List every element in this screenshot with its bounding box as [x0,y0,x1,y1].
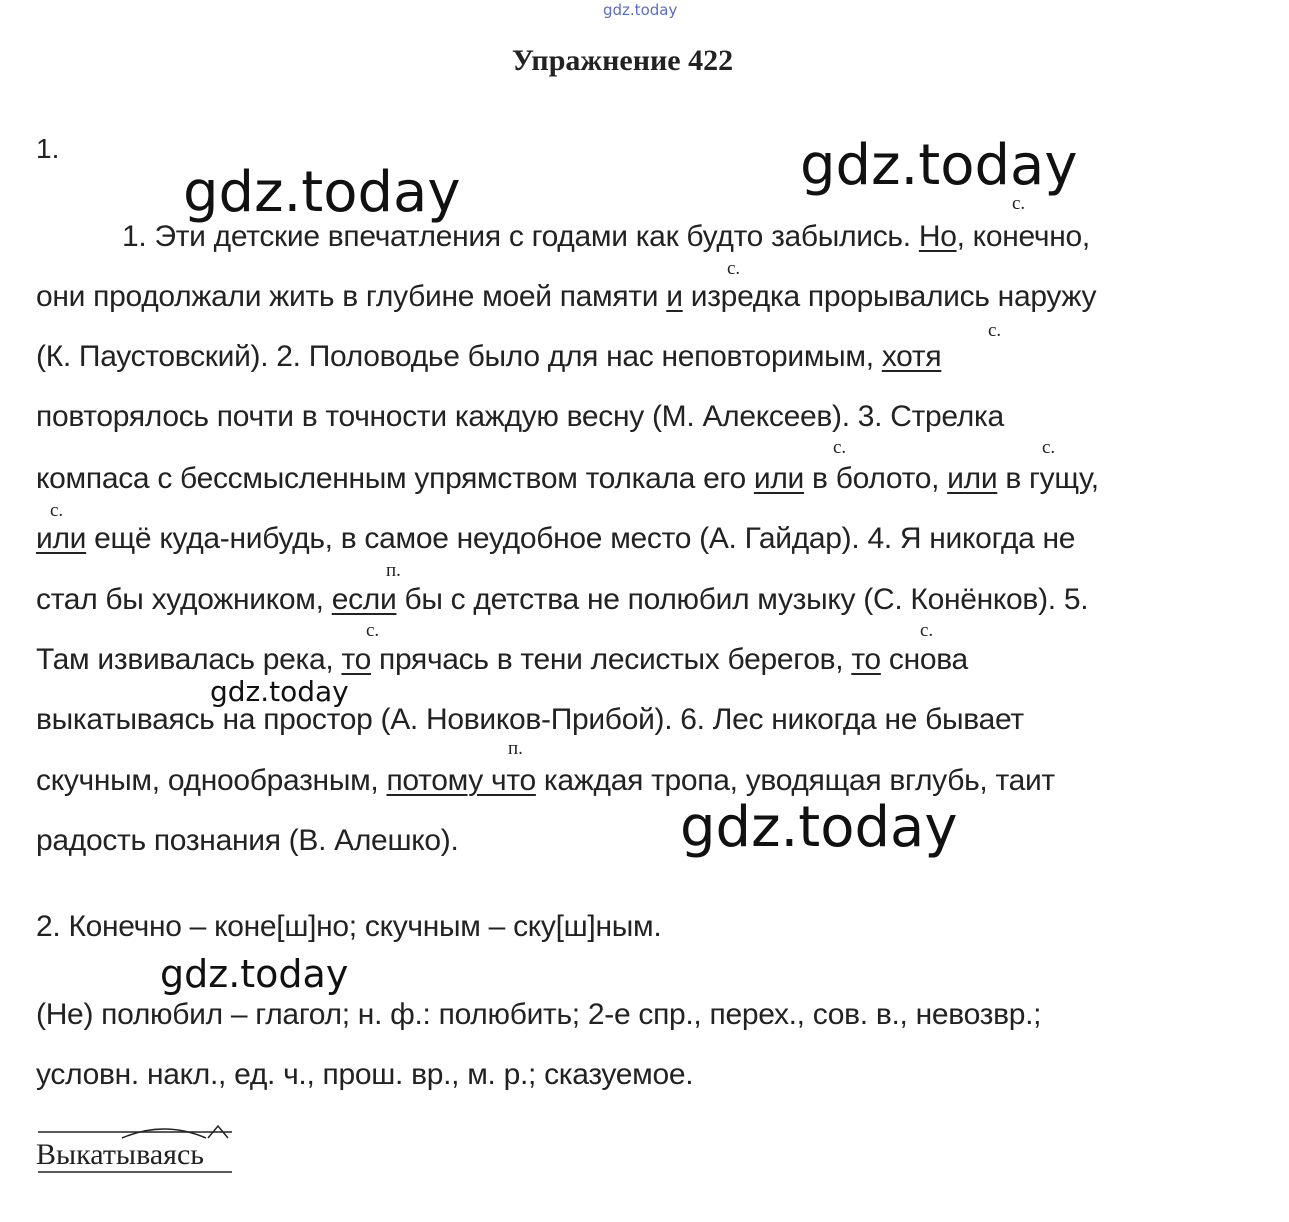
watermark: gdz.today [210,675,349,708]
text-segment: изредка прорывались наружу [682,280,1097,313]
conjunction-mark: с. [50,500,64,521]
text-segment: в гущу, [997,462,1099,495]
text-segment: ещё куда-нибудь, в самое неудобное место (А. Гайдар). 4. Я никогда не [86,522,1076,555]
text-line [36,522,1075,556]
morpheme-marks [36,1124,246,1184]
conjunction-mark: с. [988,320,1002,341]
text-segment: 1. Эти детские впечатления с годами как будто забылись. [122,220,919,253]
watermark: gdz.today [160,952,349,996]
text-line [36,643,968,677]
text-segment: скучным, однообразным, [36,764,387,797]
text-segment: в болото, [804,462,948,495]
text-line: условн. накл., ед. ч., прош. вр., м. р.; сказуемое. [36,1058,694,1091]
text-segment: (К. Паустовский). 2. Половодье было для нас неповторимым, [36,340,882,373]
conjunction-mark: с. [920,620,934,641]
conjunction: хотя [881,340,942,373]
text-segment: каждая тропа, уводящая вглубь, таит [535,764,1055,797]
conjunction-mark: с. [1012,193,1026,214]
text-line: радость познания (В. Алешко). [36,824,459,857]
text-line [36,280,1096,314]
conjunction-mark: п. [508,738,523,759]
conjunction: Но [918,220,957,253]
conjunction-mark: с. [1042,437,1056,458]
analyzed-word: Выкатываясь [36,1138,204,1171]
part-1-label: 1. [36,133,60,164]
watermark: gdz.today [800,133,1078,198]
text-segment: снова [880,643,968,676]
conjunction: или [947,462,998,495]
text-segment: бы с детства не полюбил музыку (С. Конёнков). 5. [396,583,1089,616]
text-segment: прячась в тени лесистых берегов, [370,643,852,676]
text-line: (Не) полюбил – глагол; н. ф.: полюбить; 2-е спр., перех., сов. в., невозвр.; [36,998,1042,1031]
text-line: выкатываясь на простор (А. Новиков-Прибой). 6. Лес никогда не бывает [36,703,1024,736]
text-line: 2. Конечно – коне[ш]но; скучным – ску[ш]ным. [36,910,662,943]
text-segment: компаса с бессмысленным упрямством толкала его [36,462,754,495]
conjunction: если [331,583,397,616]
text-segment: стал бы художником, [36,583,332,616]
text-line [36,583,1088,617]
watermark: gdz.today [183,160,461,225]
conjunction: потому что [386,764,536,797]
conjunction-mark: с. [366,620,380,641]
text-segment: , конечно, [956,220,1090,253]
text-line [122,220,1090,254]
conjunction: и [666,280,683,313]
watermark: gdz.today [680,795,958,860]
conjunction-mark: с. [833,437,847,458]
conjunction: то [851,643,881,676]
conjunction-mark: с. [727,258,741,279]
conjunction-mark: п. [386,560,401,581]
text-line: повторялось почти в точности каждую весну (М. Алексеев). 3. Стрелка [36,400,1004,433]
conjunction: то [341,643,371,676]
word-analysis [36,1138,204,1172]
conjunction: или [753,462,805,495]
text-line [36,340,941,374]
text-segment: они продолжали жить в глубине моей памяти [36,280,667,313]
watermark-top: gdz.today [603,1,678,19]
text-line [36,462,1099,496]
text-line [36,764,1055,798]
conjunction: или [36,522,87,555]
page-title: Упражнение 422 [511,44,734,77]
text-segment: Там извивалась река, [36,643,342,676]
